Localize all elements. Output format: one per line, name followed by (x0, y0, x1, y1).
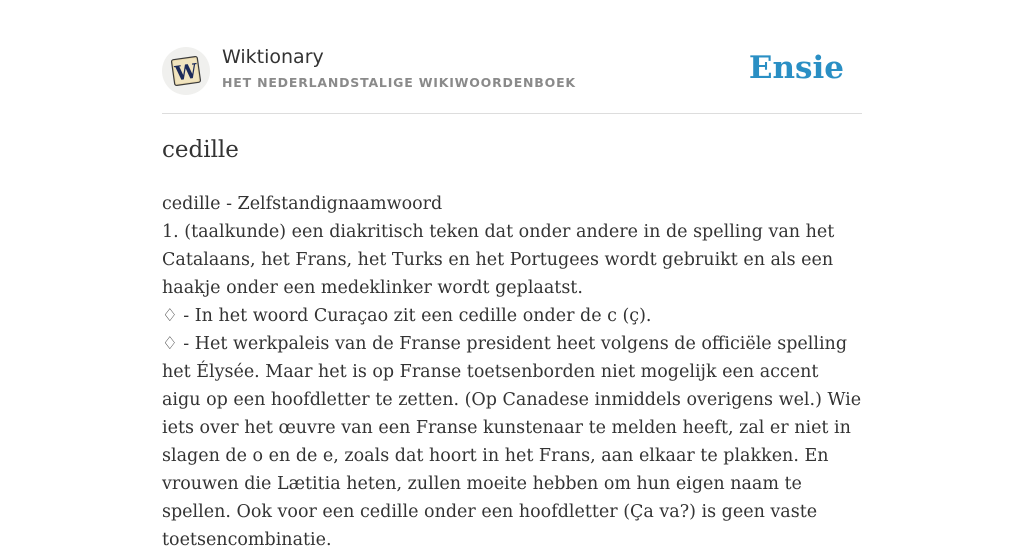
example-item: ♢ - In het woord Curaçao zit een cedille onder de c (ç). (162, 306, 652, 326)
wiktionary-logo-icon[interactable] (162, 47, 210, 95)
site-name[interactable]: Wiktionary (222, 46, 324, 68)
site-tagline: HET NEDERLANDSTALIGE WIKIWOORDENBOEK (222, 75, 576, 90)
example-item: ♢ - Het werkpaleis van de Franse president heet volgens de officiële spelling het Élysée. Maar het is op Franse toetsenborden niet mogelijk een accent aigu op een hoofdletter te zetten. (Op Canadese inmiddels overigens wel.) Wie iets over het œuvre van een Franse kunstenaar te melden heeft, zal er niet in slagen de o en de e, zoals dat hoort in het Frans, aan elkaar te plakken. En vrouwen die Lætitia heten, zullen moeite hebben om hun eigen naam te spellen. Ook voor een cedille onder een hoofdletter (Ça va?) is geen vaste toetsencombinatie. (162, 334, 862, 550)
ensie-brand-link[interactable]: Ensie (748, 50, 844, 86)
site-header (162, 44, 862, 114)
wiktionary-tile-icon (162, 47, 210, 95)
entry-heading: cedille - Zelfstandignaamwoord (162, 194, 443, 214)
definition-body (162, 190, 862, 554)
logo-letter: W (173, 58, 199, 86)
word-title: cedille (162, 137, 239, 163)
entry-sense: 1. (taalkunde) een diakritisch teken dat onder andere in de spelling van het Catalaans, het Frans, het Turks en het Portugees wordt gebruikt en als een haakje onder een medeklinker wordt geplaatst. (162, 222, 835, 298)
